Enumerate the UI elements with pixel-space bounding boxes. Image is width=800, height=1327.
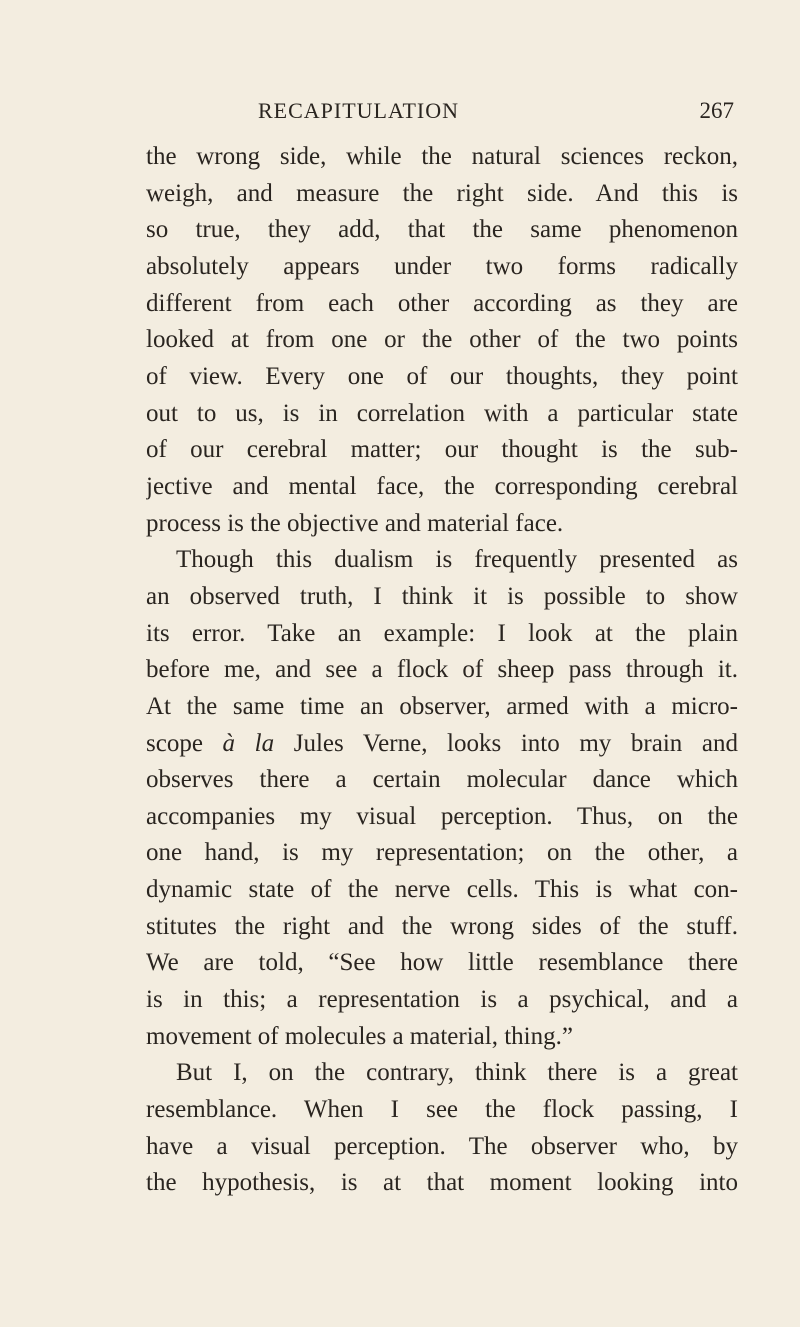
- paragraph-end-line: movement of molecules a material, thing.”: [146, 1022, 573, 1050]
- running-title: RECAPITULATION: [258, 98, 459, 123]
- paragraph-end-line: process is the objective and material face.: [146, 509, 564, 537]
- text-line: of view. Every one of our thoughts, they point: [146, 362, 738, 390]
- paragraph-start-line: Though this dualism is frequently presented as: [176, 546, 738, 574]
- text-line-with-italic: [146, 726, 738, 763]
- text-line: dynamic state of the nerve cells. This is what con-: [146, 876, 738, 904]
- text-line: observes there a certain molecular dance which: [146, 766, 738, 794]
- text-line: At the same time an observer, armed with a micro-: [146, 692, 738, 720]
- text-line: looked at from one or the other of the two points: [146, 326, 738, 354]
- text-line: have a visual perception. The observer who, by: [146, 1132, 738, 1160]
- line-segment: Jules Verne, looks into my brain and: [274, 729, 738, 757]
- text-line: before me, and see a flock of sheep pass through it.: [146, 656, 738, 684]
- text-line: of our cerebral matter; our thought is the sub-: [146, 436, 738, 464]
- text-line: the wrong side, while the natural sciences reckon,: [146, 143, 738, 170]
- text-line: the hypothesis, is at that moment looking into: [146, 1169, 738, 1197]
- text-line: weigh, and measure the right side. And this is: [146, 179, 738, 207]
- text-line: jective and mental face, the corresponding cerebral: [146, 472, 738, 500]
- text-line: one hand, is my representation; on the other, a: [146, 839, 738, 867]
- text-line: is in this; a representation is a psychical, and a: [146, 986, 738, 1014]
- text-line: so true, they add, that the same phenomenon: [146, 216, 738, 244]
- text-line: resemblance. When I see the flock passing, I: [146, 1096, 738, 1124]
- text-line: an observed truth, I think it is possible to show: [146, 582, 738, 610]
- text-line: different from each other according as they are: [146, 289, 738, 317]
- line-segment: scope: [146, 729, 223, 757]
- text-line: We are told, “See how little resemblance there: [146, 949, 738, 977]
- paragraph-start-line: But I, on the contrary, think there is a great: [176, 1059, 738, 1087]
- text-line: accompanies my visual perception. Thus, on the: [146, 802, 738, 830]
- text-line: out to us, is in correlation with a particular state: [146, 399, 738, 427]
- page-number: 267: [699, 98, 734, 123]
- text-line: absolutely appears under two forms radically: [146, 252, 738, 280]
- body-text: [146, 139, 738, 1202]
- text-line: its error. Take an example: I look at the plain: [146, 619, 738, 647]
- text-line: stitutes the right and the wrong sides of the stuff.: [146, 912, 738, 940]
- italic-phrase: à la: [222, 729, 275, 757]
- running-head: [146, 98, 736, 128]
